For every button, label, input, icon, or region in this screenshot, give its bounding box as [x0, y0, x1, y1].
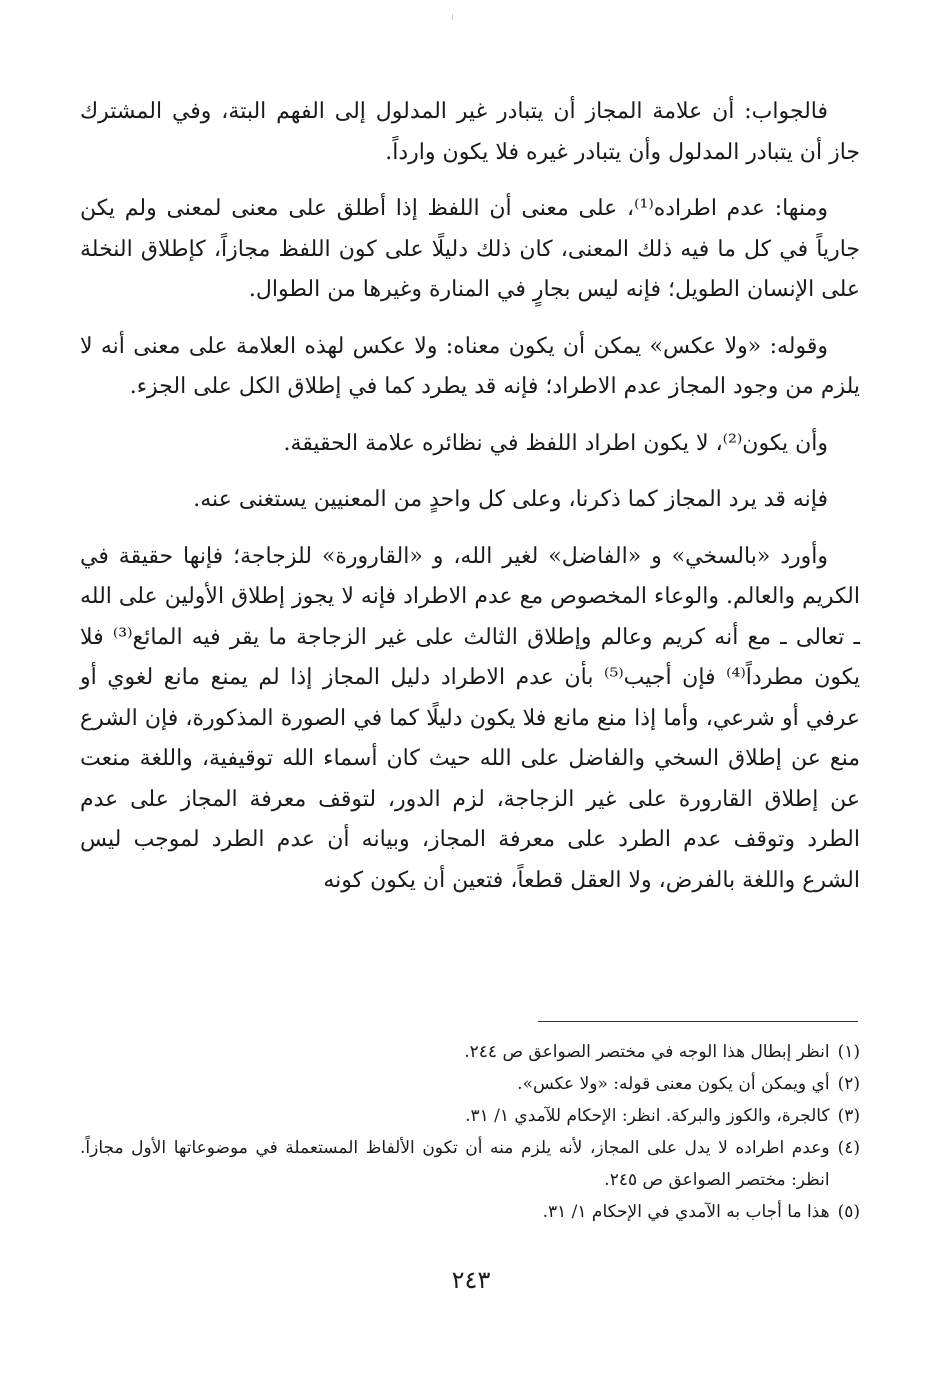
page-number: ٢٤٣ [451, 1266, 491, 1294]
footnote-4 [80, 1132, 860, 1196]
top-margin-mark [452, 14, 453, 20]
footnote-2 [80, 1068, 860, 1100]
footnote-number: (٢) [837, 1074, 860, 1094]
main-text [80, 92, 860, 917]
paragraph-dispensable: فإنه قد يرد المجاز كما ذكرنا، وعلى كل واحدٍ من المعنيين يستغنى عنه. [193, 487, 828, 512]
footnote-text: كالجرة، والكوز والبركة. انظر: الإحكام للآمدي ١/ ٣١. [465, 1106, 830, 1126]
footnote-text: أي ويمكن أن يكون معنى قوله: «ولا عكس». [517, 1074, 830, 1094]
footnote-separator [538, 1021, 858, 1022]
footnote-number: (١) [837, 1042, 860, 1062]
paragraph-objection: وأورد «بالسخي» و «الفاضل» لغير الله، و «القارورة» للزجاجة؛ فإنها حقيقة في الكريم والعالم. والوعاء المخصوص مع عدم الاطراد فإنه لا يجوز إطلاق الأولين على الله ـ تعالى ـ مع أنه كريم وعالم وإطلاق الثالث على غير الزجاجة ما يقر فيه المائع⁽³⁾ فلا يكون مطرداً⁽⁴⁾ فإن أجيب⁽⁵⁾ بأن عدم الاطراد دليل المجاز إذا لم يمنع مانع لغوي أو عرفي أو شرعي، وأما إذا منع مانع فلا يكون دليلًا كما في الصورة المذكورة، فإن الشرع منع عن إطلاق السخي والفاضل على الله حيث كان أسماء الله توقيفية، واللغة منعت عن إطلاق القارورة على غير الزجاجة، لزم الدور، لتوقف معرفة المجاز على عدم الطرد وتوقف عدم الطرد على معرفة المجاز، وبيانه أن عدم الطرد لموجب ليس الشرع واللغة بالفرض، ولا العقل قطعاً، فتعين أن يكون كونه [80, 543, 860, 893]
paragraph-answer: فالجواب: أن علامة المجاز أن يتبادر غير المدلول إلى الفهم البتة، وفي المشترك جاز أن يتبادر المدلول وأن يتبادر غيره فلا يكون وارداً. [80, 99, 860, 165]
footnote-number: (٣) [837, 1106, 860, 1126]
paragraph-non-extension: ومنها: عدم اطراده⁽¹⁾، على معنى أن اللفظ إذا أطلق على معنى لمعنى ولم يكن جارياً في كل ما فيه ذلك المعنى، كان ذلك دليلًا على كون اللفظ مجازاً، كإطلاق النخلة على الإنسان الطويل؛ فإنه ليس بجارٍ في المنارة وغيرها من الطوال. [80, 196, 860, 302]
footnote-text: انظر إبطال هذا الوجه في مختصر الصواعق ص ٢٤٤. [464, 1042, 830, 1062]
footnote-text: وعدم اطراده لا يدل على المجاز، لأنه يلزم منه أن تكون الألفاظ المستعملة في موضوعاتها الأول مجازاً. انظر: مختصر الصواعق ص ٢٤٥. [80, 1138, 830, 1190]
footnote-number: (٥) [837, 1202, 860, 1222]
paragraph-extension-not-sign: وأن يكون⁽²⁾، لا يكون اطراد اللفظ في نظائره علامة الحقيقة. [283, 430, 828, 456]
footnote-5 [80, 1196, 860, 1228]
footnote-text: هذا ما أجاب به الآمدي في الإحكام ١/ ٣١. [542, 1202, 830, 1222]
footnote-1 [80, 1036, 860, 1068]
paragraph-no-converse: وقوله: «ولا عكس» يمكن أن يكون معناه: ولا عكس لهذه العلامة على معنى أنه لا يلزم من وجود المجاز عدم الاطراد؛ فإنه قد يطرد كما في إطلاق الكل على الجزء. [80, 333, 860, 399]
footnotes [80, 1036, 860, 1228]
footnote-3 [80, 1100, 860, 1132]
footnote-number: (٤) [837, 1138, 860, 1158]
